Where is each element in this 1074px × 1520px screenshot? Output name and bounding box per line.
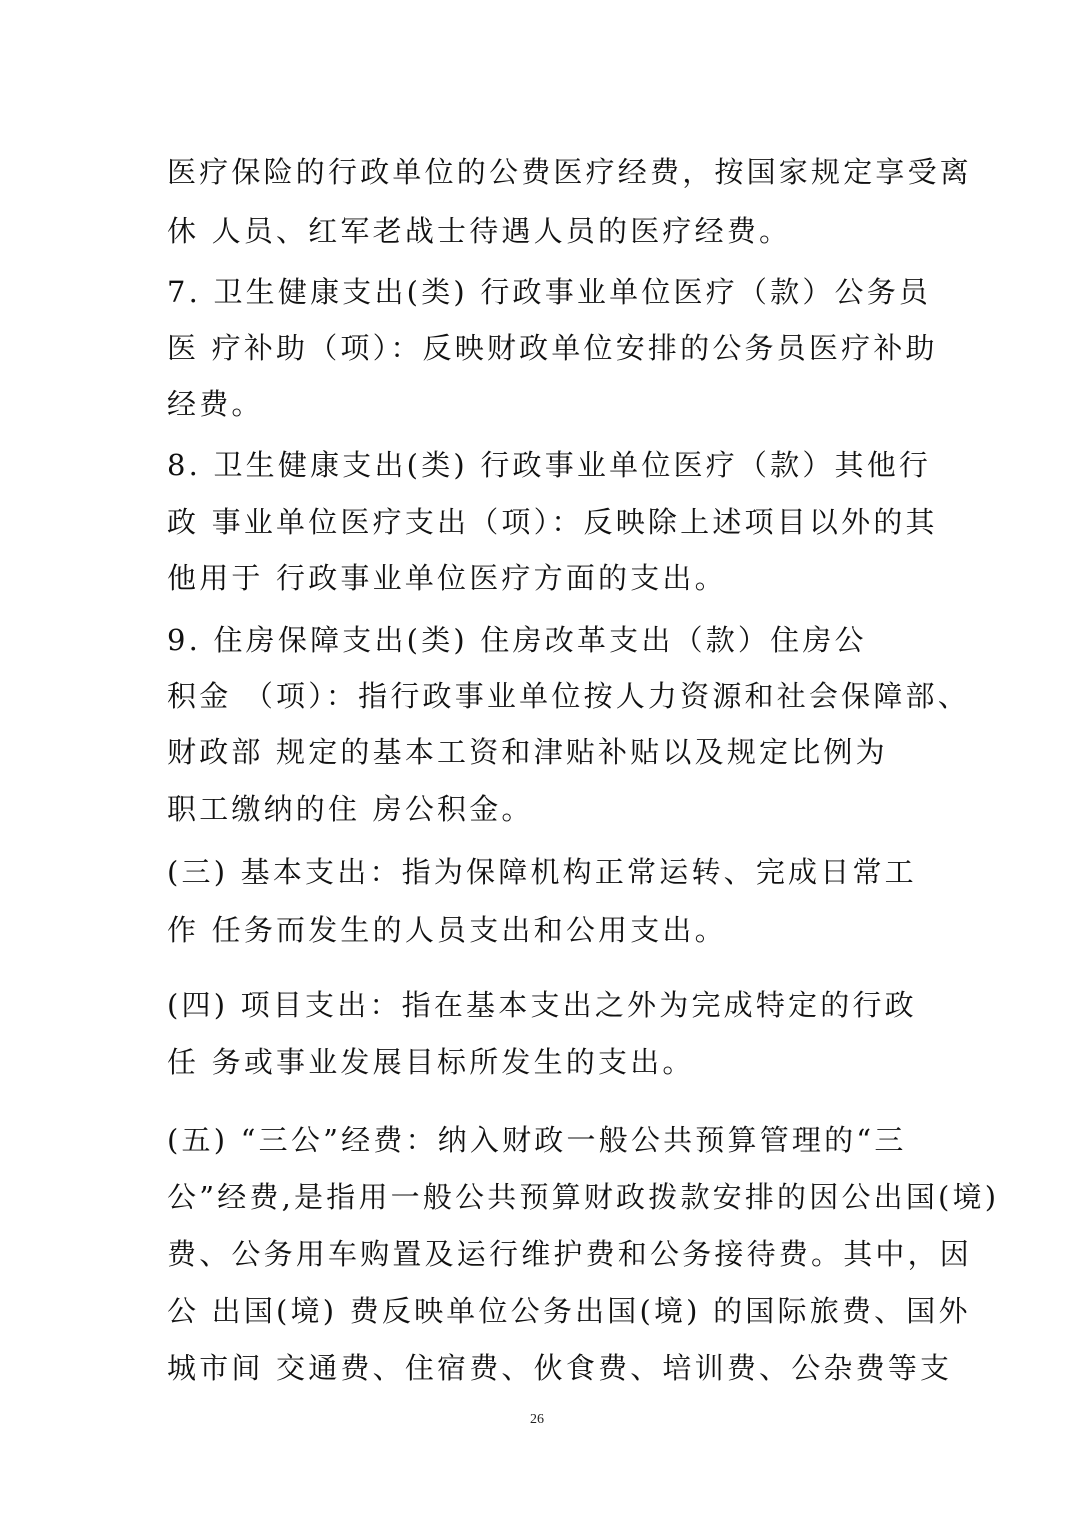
text-line: 任 务或事业发展目标所发生的支出。 bbox=[167, 1045, 695, 1079]
text-line: 休 人员、红军老战士待遇人员的医疗经费。 bbox=[167, 214, 792, 248]
text-line: (五) “三公”经费：纳入财政一般公共预算管理的“三 bbox=[167, 1123, 907, 1157]
text-line: (三) 基本支出：指为保障机构正常运转、完成日常工 bbox=[167, 855, 917, 889]
text-line: 公 出国(境) 费反映单位公务出国(境) 的国际旅费、国外 bbox=[167, 1294, 971, 1328]
text-line: 8. 卫生健康支出(类) 行政事业单位医疗（款）其他行 bbox=[167, 448, 932, 482]
text-line: 9. 住房保障支出(类) 住房改革支出（款）住房公 bbox=[167, 623, 867, 657]
text-line: 费、公务用车购置及运行维护费和公务接待费。其中，因 bbox=[167, 1237, 973, 1271]
text-line: 积金 （项）：指行政事业单位按人力资源和社会保障部、 bbox=[167, 679, 970, 713]
text-line: 他用于 行政事业单位医疗方面的支出。 bbox=[167, 561, 727, 595]
text-line: 政 事业单位医疗支出（项）：反映除上述项目以外的其 bbox=[167, 505, 938, 539]
text-line: 经费。 bbox=[167, 387, 264, 421]
text-line: 财政部 规定的基本工资和津贴补贴以及规定比例为 bbox=[167, 735, 888, 769]
text-line: 职工缴纳的住 房公积金。 bbox=[167, 792, 534, 826]
text-line: 作 任务而发生的人员支出和公用支出。 bbox=[167, 913, 727, 947]
text-line: 公”经费,是指用一般公共预算财政拨款安排的因公出国(境) bbox=[167, 1180, 1000, 1214]
text-line: 7. 卫生健康支出(类) 行政事业单位医疗（款）公务员 bbox=[167, 275, 932, 309]
page-number: 26 bbox=[530, 1412, 544, 1427]
text-line: 医 疗补助（项）：反映财政单位安排的公务员医疗补助 bbox=[167, 331, 938, 365]
text-line: 医疗保险的行政单位的公费医疗经费，按国家规定享受离 bbox=[167, 155, 973, 189]
text-line: 城市间 交通费、住宿费、伙食费、培训费、公杂费等支 bbox=[167, 1351, 953, 1385]
text-line: (四) 项目支出：指在基本支出之外为完成特定的行政 bbox=[167, 988, 917, 1022]
